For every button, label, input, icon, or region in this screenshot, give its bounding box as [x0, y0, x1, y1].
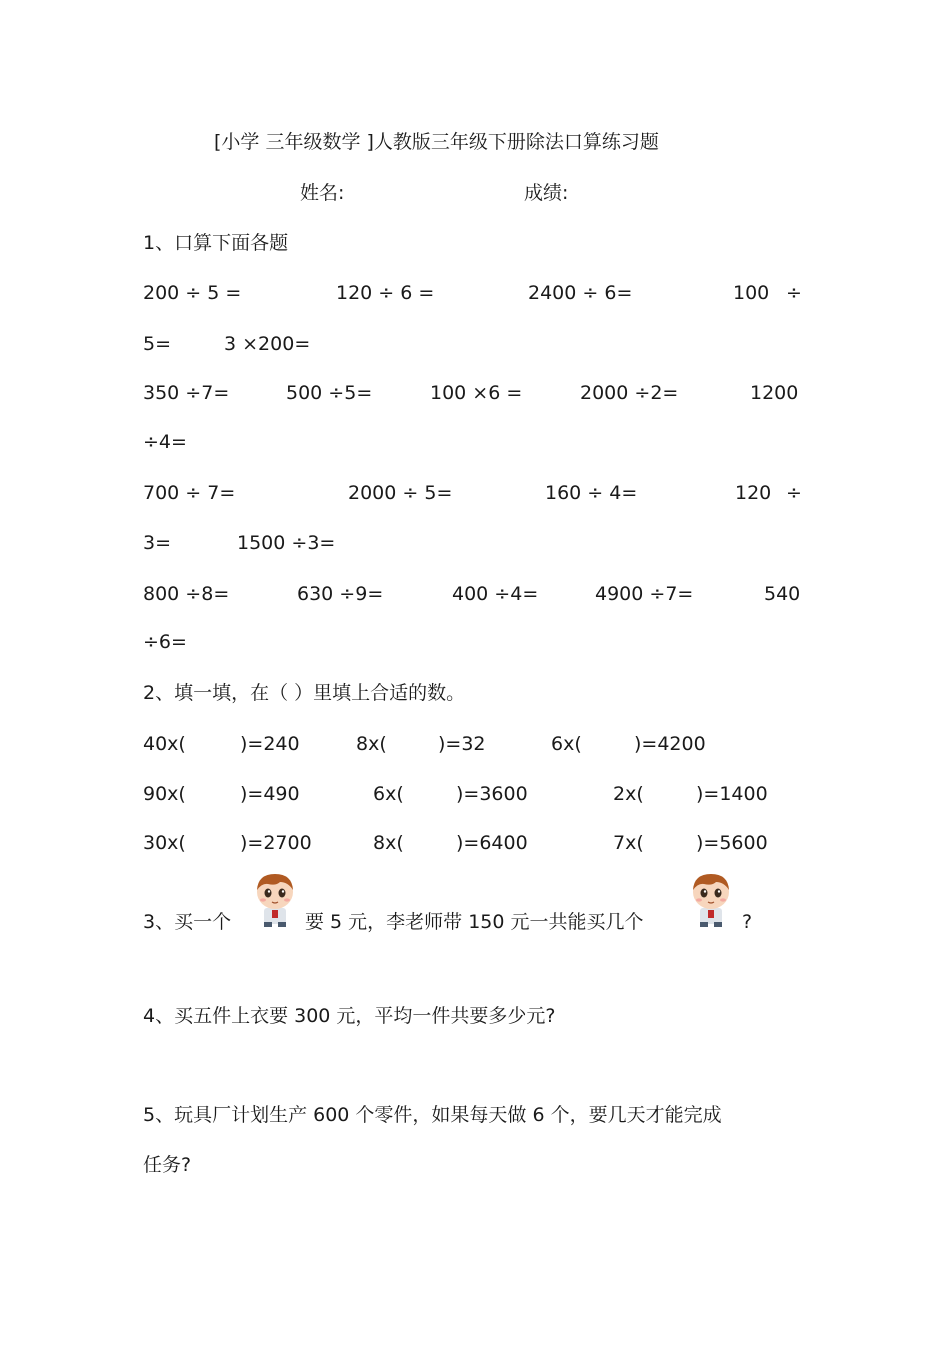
problem: 3=	[143, 532, 172, 554]
fill-blank-right: )=2700	[240, 832, 312, 854]
problem: 100	[733, 282, 770, 304]
fill-blank-left: 8x(	[356, 733, 387, 755]
problem: 3 ×200=	[224, 333, 311, 355]
question-4: 4、买五件上衣要 300 元，平均一件共要多少元?	[143, 1005, 556, 1027]
cartoon-boy-doll-icon	[246, 870, 304, 928]
fill-blank-right: )=5600	[696, 832, 768, 854]
problem: 1500 ÷3=	[237, 532, 336, 554]
fill-blank-right: )=1400	[696, 783, 768, 805]
question-5-line2: 任务?	[143, 1154, 192, 1176]
problem: 120	[735, 482, 772, 504]
problem: ÷4=	[143, 431, 187, 453]
problem: 2400 ÷ 6=	[528, 282, 633, 304]
problem: 400 ÷4=	[452, 583, 539, 605]
problem: 120 ÷ 6 =	[336, 282, 435, 304]
fill-blank-right: )=490	[240, 783, 300, 805]
fill-blank-left: 6x(	[373, 783, 404, 805]
fill-blank-left: 30x(	[143, 832, 186, 854]
question-5-line1: 5、玩具厂计划生产 600 个零件，如果每天做 6 个，要几天才能完成	[143, 1104, 722, 1126]
q3-text-part1: 3、买一个	[143, 911, 232, 933]
fill-blank-left: 40x(	[143, 733, 186, 755]
fill-blank-right: )=3600	[456, 783, 528, 805]
fill-blank-right: )=4200	[634, 733, 706, 755]
problem: 1200	[750, 382, 799, 404]
problem: 800 ÷8=	[143, 583, 230, 605]
q3-text-part3: ?	[742, 911, 753, 933]
problem: 700 ÷ 7=	[143, 482, 236, 504]
problem: 160 ÷ 4=	[545, 482, 638, 504]
problem: 630 ÷9=	[297, 583, 384, 605]
fill-blank-left: 2x(	[613, 783, 644, 805]
fill-blank-left: 6x(	[551, 733, 582, 755]
problem: ÷6=	[143, 631, 187, 653]
problem: 100 ×6 =	[430, 382, 523, 404]
problem: ÷	[786, 282, 802, 304]
fill-blank-left: 90x(	[143, 783, 186, 805]
page-title: [小学 三年级数学 ]人教版三年级下册除法口算练习题	[214, 131, 659, 153]
problem: 540	[764, 583, 801, 605]
q3-text-part2: 要 5 元，李老师带 150 元一共能买几个	[305, 911, 644, 933]
section2-heading: 2、填一填，在（ ）里填上合适的数。	[143, 682, 466, 704]
fill-blank-left: 8x(	[373, 832, 404, 854]
problem: 500 ÷5=	[286, 382, 373, 404]
fill-blank-right: )=32	[438, 733, 486, 755]
fill-blank-right: )=240	[240, 733, 300, 755]
problem: 2000 ÷2=	[580, 382, 679, 404]
fill-blank-right: )=6400	[456, 832, 528, 854]
problem: 2000 ÷ 5=	[348, 482, 453, 504]
fill-blank-left: 7x(	[613, 832, 644, 854]
name-label: 姓名:	[300, 182, 345, 204]
problem: ÷	[786, 482, 802, 504]
problem: 5=	[143, 333, 172, 355]
problem: 200 ÷ 5 =	[143, 282, 242, 304]
section1-heading: 1、口算下面各题	[143, 232, 289, 254]
problem: 350 ÷7=	[143, 382, 230, 404]
score-label: 成绩:	[524, 182, 569, 204]
cartoon-boy-doll-icon	[682, 870, 740, 928]
problem: 4900 ÷7=	[595, 583, 694, 605]
